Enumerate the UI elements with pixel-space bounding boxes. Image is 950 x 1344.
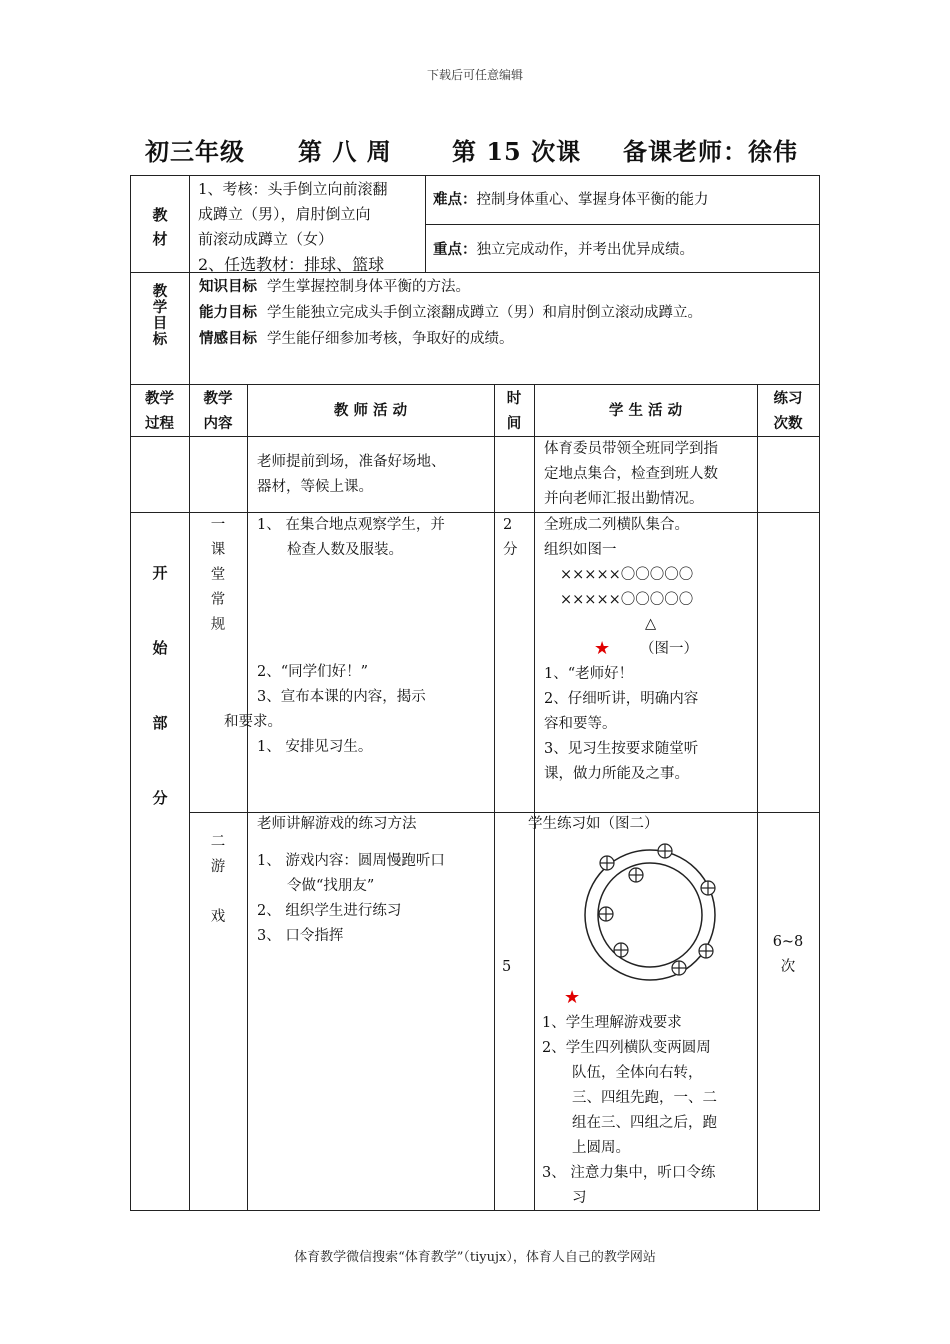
- routine-teacher-top: 1、 在集合地点观察学生，并 检查人数及服装。: [257, 517, 445, 558]
- col-time: 时 间: [506, 390, 522, 432]
- game-reps: 6~8 次: [772, 934, 804, 975]
- star-icon: ★: [564, 987, 581, 1008]
- title-teacher: 备课老师：徐伟: [623, 137, 798, 166]
- preclass-student: 体育委员带领全班同学到指 定地点集合，检查到班人数 并向老师汇报出勤情况。: [544, 441, 718, 507]
- col-process: 教学 过程: [145, 390, 174, 432]
- student-marker-icon: [600, 856, 614, 870]
- col-student: 学 生 活 动: [608, 402, 683, 419]
- objective-knowledge: 知识目标 学生掌握控制身体平衡的方法。: [199, 278, 470, 295]
- teacher-position-marker: △: [645, 616, 657, 632]
- routine-teacher-bottom: 2、“同学们好！” 3、宣布本课的内容，揭示 和要求。 1、 安排见习生。: [224, 664, 426, 755]
- routine-time: 2 分: [503, 517, 518, 558]
- game-time: 5: [502, 959, 512, 975]
- title-week: 第 八 周: [298, 137, 392, 166]
- col-content: 教学 内容: [203, 390, 233, 432]
- student-marker-icon: [599, 907, 613, 921]
- start-section-label: 开 始 部 分: [152, 564, 168, 807]
- student-marker-icon: [629, 868, 643, 882]
- col-teacher: 教 师 活 动: [333, 402, 408, 419]
- title-grade: 初三年级: [145, 137, 245, 166]
- title-lesson: 第 15 次课: [452, 137, 582, 166]
- game-content: 二 游 戏: [210, 834, 226, 925]
- game-teacher: 老师讲解游戏的练习方法 1、 游戏内容：圆周慢跑听口 令做“找朋友” 2、 组织学生进行练习 3、 口令指挥: [257, 816, 445, 944]
- col-reps: 练习 次数: [773, 390, 803, 432]
- materials-content: 1、考核：头手倒立向前滚翻 成蹲立（男），肩肘倒立向 前滚动成蹲立（女） 2、任选教材：排球、篮球: [198, 180, 388, 274]
- student-marker-icon: [699, 944, 713, 958]
- game-student-head: 学生练习如（图二）: [528, 816, 659, 832]
- student-marker-icon: [672, 961, 686, 975]
- objective-ability: 能力目标 学生能独立完成头手倒立滚翻成蹲立（男）和肩肘倒立滚动成蹲立。: [199, 304, 702, 321]
- objective-emotion: 情感目标 学生能仔细参加考核，争取好的成绩。: [199, 330, 514, 347]
- game-student: 1、学生理解游戏要求 2、学生四列横队变两圆周 队伍，全体向右转， 三、四组先跑，一、二 组在三、四组之后，跑 上圆周。 3、 注意力集中，听口令练 习: [542, 1015, 717, 1206]
- header-note: 下载后可任意编辑: [426, 68, 523, 82]
- routine-student-top: 全班成二列横队集合。 组织如图一 ×××××〇〇〇〇〇 ×××××〇〇〇〇〇: [544, 517, 694, 608]
- footer-note: 体育教学微信搜索“体育教学”（tiyujx），体育人自己的教学网站: [294, 1250, 656, 1265]
- objectives-list: [199, 274, 702, 352]
- materials-label: 教材: [152, 206, 168, 248]
- routine-student-bottom: 1、“老师好！ 2、仔细听讲，明确内容 容和要等。 3、见习生按要求随堂听 课，做力所能及之事。: [544, 666, 699, 782]
- key-point: 重点：独立完成动作，并考出优异成绩。: [433, 241, 694, 258]
- objectives-label: 教 学 目 标: [152, 283, 168, 348]
- figure-two-diagram: [575, 838, 735, 998]
- routine-content: 一 课 堂 常 规: [210, 517, 226, 633]
- preclass-teacher: 老师提前到场，准备好场地、 器材，等候上课。: [257, 454, 446, 495]
- figure-one-caption: （图一）: [640, 641, 698, 657]
- student-marker-icon: [614, 943, 628, 957]
- student-marker-icon: [658, 844, 672, 858]
- difficulty-point: 难点：控制身体重心、掌握身体平衡的能力: [433, 191, 709, 208]
- student-marker-icon: [701, 881, 715, 895]
- star-icon: ★: [594, 638, 611, 659]
